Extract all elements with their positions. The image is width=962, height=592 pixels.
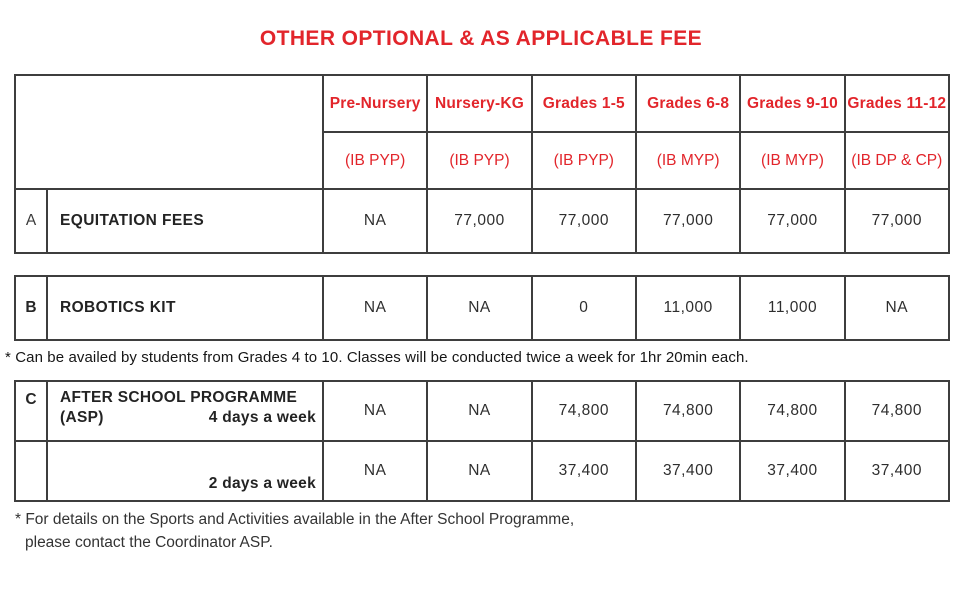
programme-header: (IB DP & CP) xyxy=(845,132,949,189)
grade-column-header: Grades 1-5 xyxy=(532,75,636,132)
fee-value-cell: 0 xyxy=(532,276,636,340)
page-title: OTHER OPTIONAL & AS APPLICABLE FEE xyxy=(259,27,703,50)
programme-header: (IB PYP) xyxy=(323,132,427,189)
fee-value-cell: 77,000 xyxy=(427,189,531,253)
asp-footnote-line1: * For details on the Sports and Activities available in the After School Programme, xyxy=(15,511,575,528)
asp-frequency-label: 2 days a week xyxy=(47,441,323,501)
asp-frequency-label: 4 days a week xyxy=(208,409,316,426)
fee-value-cell: 74,800 xyxy=(532,381,636,441)
robotics-kit-row xyxy=(15,276,949,340)
fee-value-cell: 11,000 xyxy=(740,276,844,340)
row-letter: C xyxy=(15,381,47,441)
row-letter-empty xyxy=(15,441,47,501)
asp-footnote-line2: please contact the Coordinator ASP. xyxy=(25,533,273,551)
grade-header-row xyxy=(15,75,949,132)
asp-2days-row xyxy=(15,441,949,501)
robotics-footnote: * Can be availed by students from Grades 4 to 10. Classes will be conducted twice a week for 1hr 20min each. xyxy=(5,349,749,366)
grade-column-header: Grades 11-12 xyxy=(845,75,949,132)
fee-value-cell: 77,000 xyxy=(636,189,740,253)
asp-label-line2: (ASP) xyxy=(60,409,104,426)
fee-value-cell: NA xyxy=(427,381,531,441)
fee-value-cell: 37,400 xyxy=(636,441,740,501)
grade-column-header: Nursery-KG xyxy=(427,75,531,132)
programme-header: (IB PYP) xyxy=(427,132,531,189)
grade-column-header: Grades 6-8 xyxy=(636,75,740,132)
grade-column-header: Grades 9-10 xyxy=(740,75,844,132)
fee-value-cell: 77,000 xyxy=(845,189,949,253)
fee-value-cell: 37,400 xyxy=(845,441,949,501)
robotics-kit-table xyxy=(14,275,950,341)
fee-value-cell: NA xyxy=(323,276,427,340)
row-letter: A xyxy=(15,189,47,253)
fee-value-cell: NA xyxy=(427,441,531,501)
fee-table-header-and-equitation xyxy=(14,74,950,254)
fee-label: ROBOTICS KIT xyxy=(47,276,323,340)
fee-value-cell: NA xyxy=(427,276,531,340)
programme-header: (IB MYP) xyxy=(636,132,740,189)
programme-header: (IB MYP) xyxy=(740,132,844,189)
row-letter: B xyxy=(15,276,47,340)
fee-value-cell: 77,000 xyxy=(740,189,844,253)
header-empty-cell xyxy=(15,75,323,189)
fee-value-cell: 74,800 xyxy=(845,381,949,441)
asp-label-line1: AFTER SCHOOL PROGRAMME xyxy=(60,389,298,406)
fee-value-cell: 74,800 xyxy=(740,381,844,441)
fee-value-cell: NA xyxy=(323,189,427,253)
fee-value-cell: NA xyxy=(845,276,949,340)
fee-value-cell: NA xyxy=(323,381,427,441)
fee-value-cell: 77,000 xyxy=(532,189,636,253)
fee-value-cell: 11,000 xyxy=(636,276,740,340)
asp-footnote xyxy=(15,509,962,554)
fee-label: EQUITATION FEES xyxy=(47,189,323,253)
fee-value-cell: NA xyxy=(323,441,427,501)
fee-value-cell: 37,400 xyxy=(532,441,636,501)
after-school-programme-table xyxy=(14,380,950,502)
programme-header: (IB PYP) xyxy=(532,132,636,189)
fee-label xyxy=(47,381,323,441)
grade-column-header: Pre-Nursery xyxy=(323,75,427,132)
asp-4days-row xyxy=(15,381,949,441)
fee-value-cell: 37,400 xyxy=(740,441,844,501)
fee-value-cell: 74,800 xyxy=(636,381,740,441)
equitation-fees-row xyxy=(15,189,949,253)
